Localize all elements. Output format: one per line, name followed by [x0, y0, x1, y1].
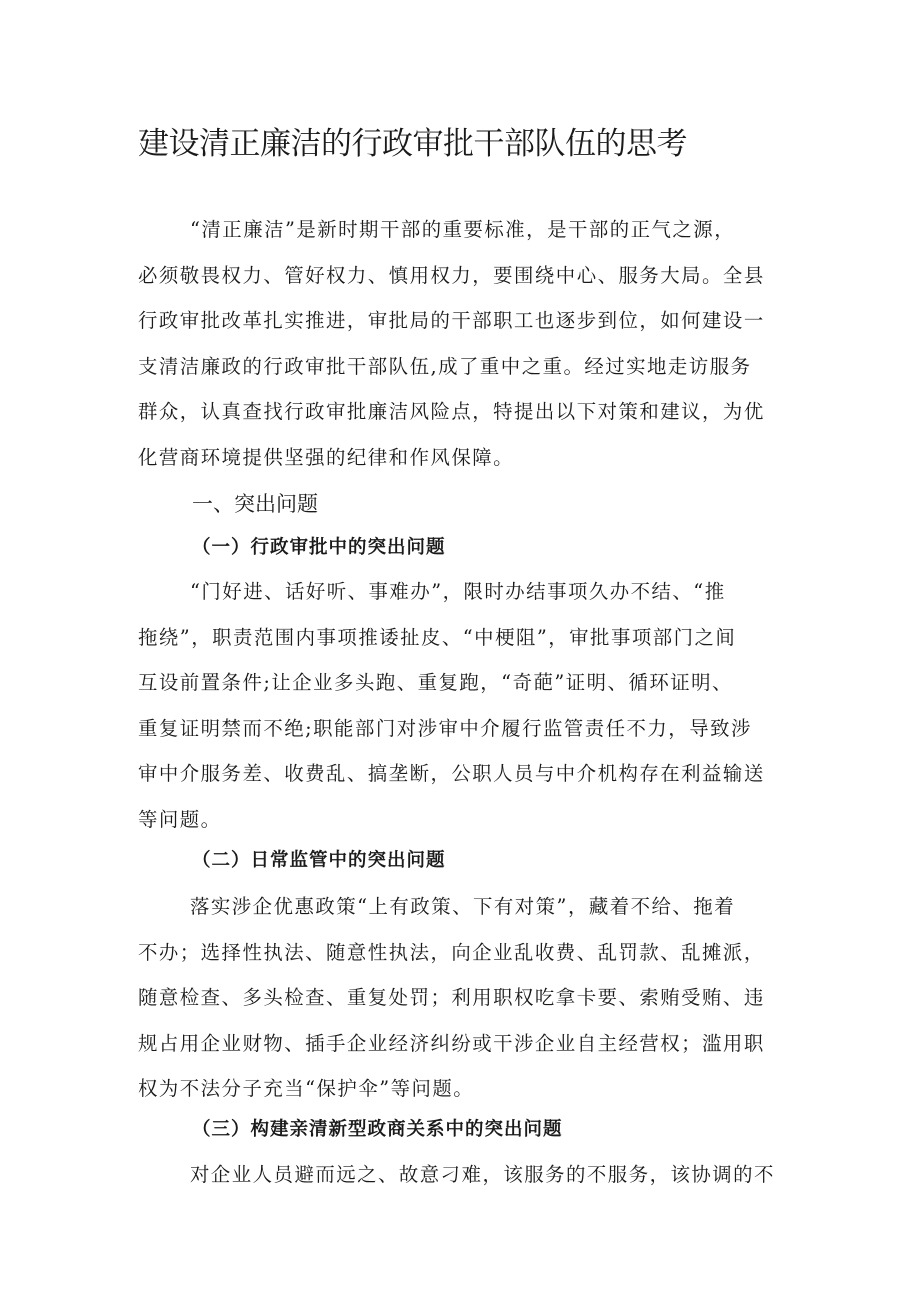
document-title: 建设清正廉洁的行政审批干部队伍的思考 [138, 126, 687, 162]
subsection-heading: （一）行政审批中的突出问题 [192, 537, 446, 558]
paragraph-line: 审中介服务差、收费乱、搞垄断，公职人员与中介机构存在利益输送 [138, 762, 765, 785]
paragraph-line: 互设前置条件;让企业多头跑、重复跑，“奇葩”证明、循环证明、 [138, 671, 733, 694]
paragraph-line: 等问题。 [138, 807, 222, 831]
paragraph-line: 不办；选择性执法、随意性执法，向企业乱收费、乱罚款、乱摊派， [138, 940, 765, 964]
intro-paragraph [138, 207, 798, 480]
subsection-1-paragraph [138, 569, 798, 842]
paragraph-line: 支清洁廉政的行政审批干部队伍,成了重中之重。经过实地走访服务 [138, 354, 752, 378]
paragraph-line: 重复证明禁而不绝;职能部门对涉审中介履行监管责任不力，导致涉 [138, 716, 752, 740]
paragraph-line: “门好进、话好听、事难办”，限时办结事项久办不结、“推 [190, 580, 726, 603]
paragraph-line: 拖绕”，职责范围内事项推诿扯皮、“中梗阻”，审批事项部门之间 [138, 625, 737, 649]
section-heading: 一、突出问题 [192, 492, 318, 516]
paragraph-line: 必须敬畏权力、管好权力、慎用权力，要围绕中心、服务大局。全县 [138, 263, 765, 287]
paragraph-line: 落实涉企优惠政策“上有政策、下有对策”，藏着不给、拖着 [190, 895, 736, 918]
paragraph-line: 行政审批改革扎实推进，审批局的干部职工也逐步到位，如何建设一 [138, 309, 765, 332]
paragraph-line: “清正廉洁”是新时期干部的重要标准，是干部的正气之源， [190, 218, 736, 241]
paragraph-line: 群众，认真查找行政审批廉洁风险点，特提出以下对策和建议，为优 [138, 400, 765, 423]
paragraph-line: 规占用企业财物、插手企业经济纠纷或干涉企业自主经营权；滥用职 [138, 1031, 765, 1055]
subsection-3-paragraph [138, 1152, 798, 1198]
paragraph-line: 对企业人员避而远之、故意刁难，该服务的不服务，该协调的不 [190, 1163, 775, 1186]
subsection-heading: （三）构建亲清新型政商关系中的突出问题 [192, 1119, 563, 1140]
subsection-heading: （二）日常监管中的突出问题 [192, 850, 446, 871]
subsection-2-paragraph [138, 884, 798, 1112]
paragraph-line: 化营商环境提供坚强的纪律和作风保障。 [138, 445, 515, 469]
paragraph-line: 随意检查、多头检查、重复处罚；利用职权吃拿卡要、索贿受贿、违 [138, 986, 765, 1009]
paragraph-line: 权为不法分子充当“保护伞”等问题。 [138, 1077, 475, 1100]
